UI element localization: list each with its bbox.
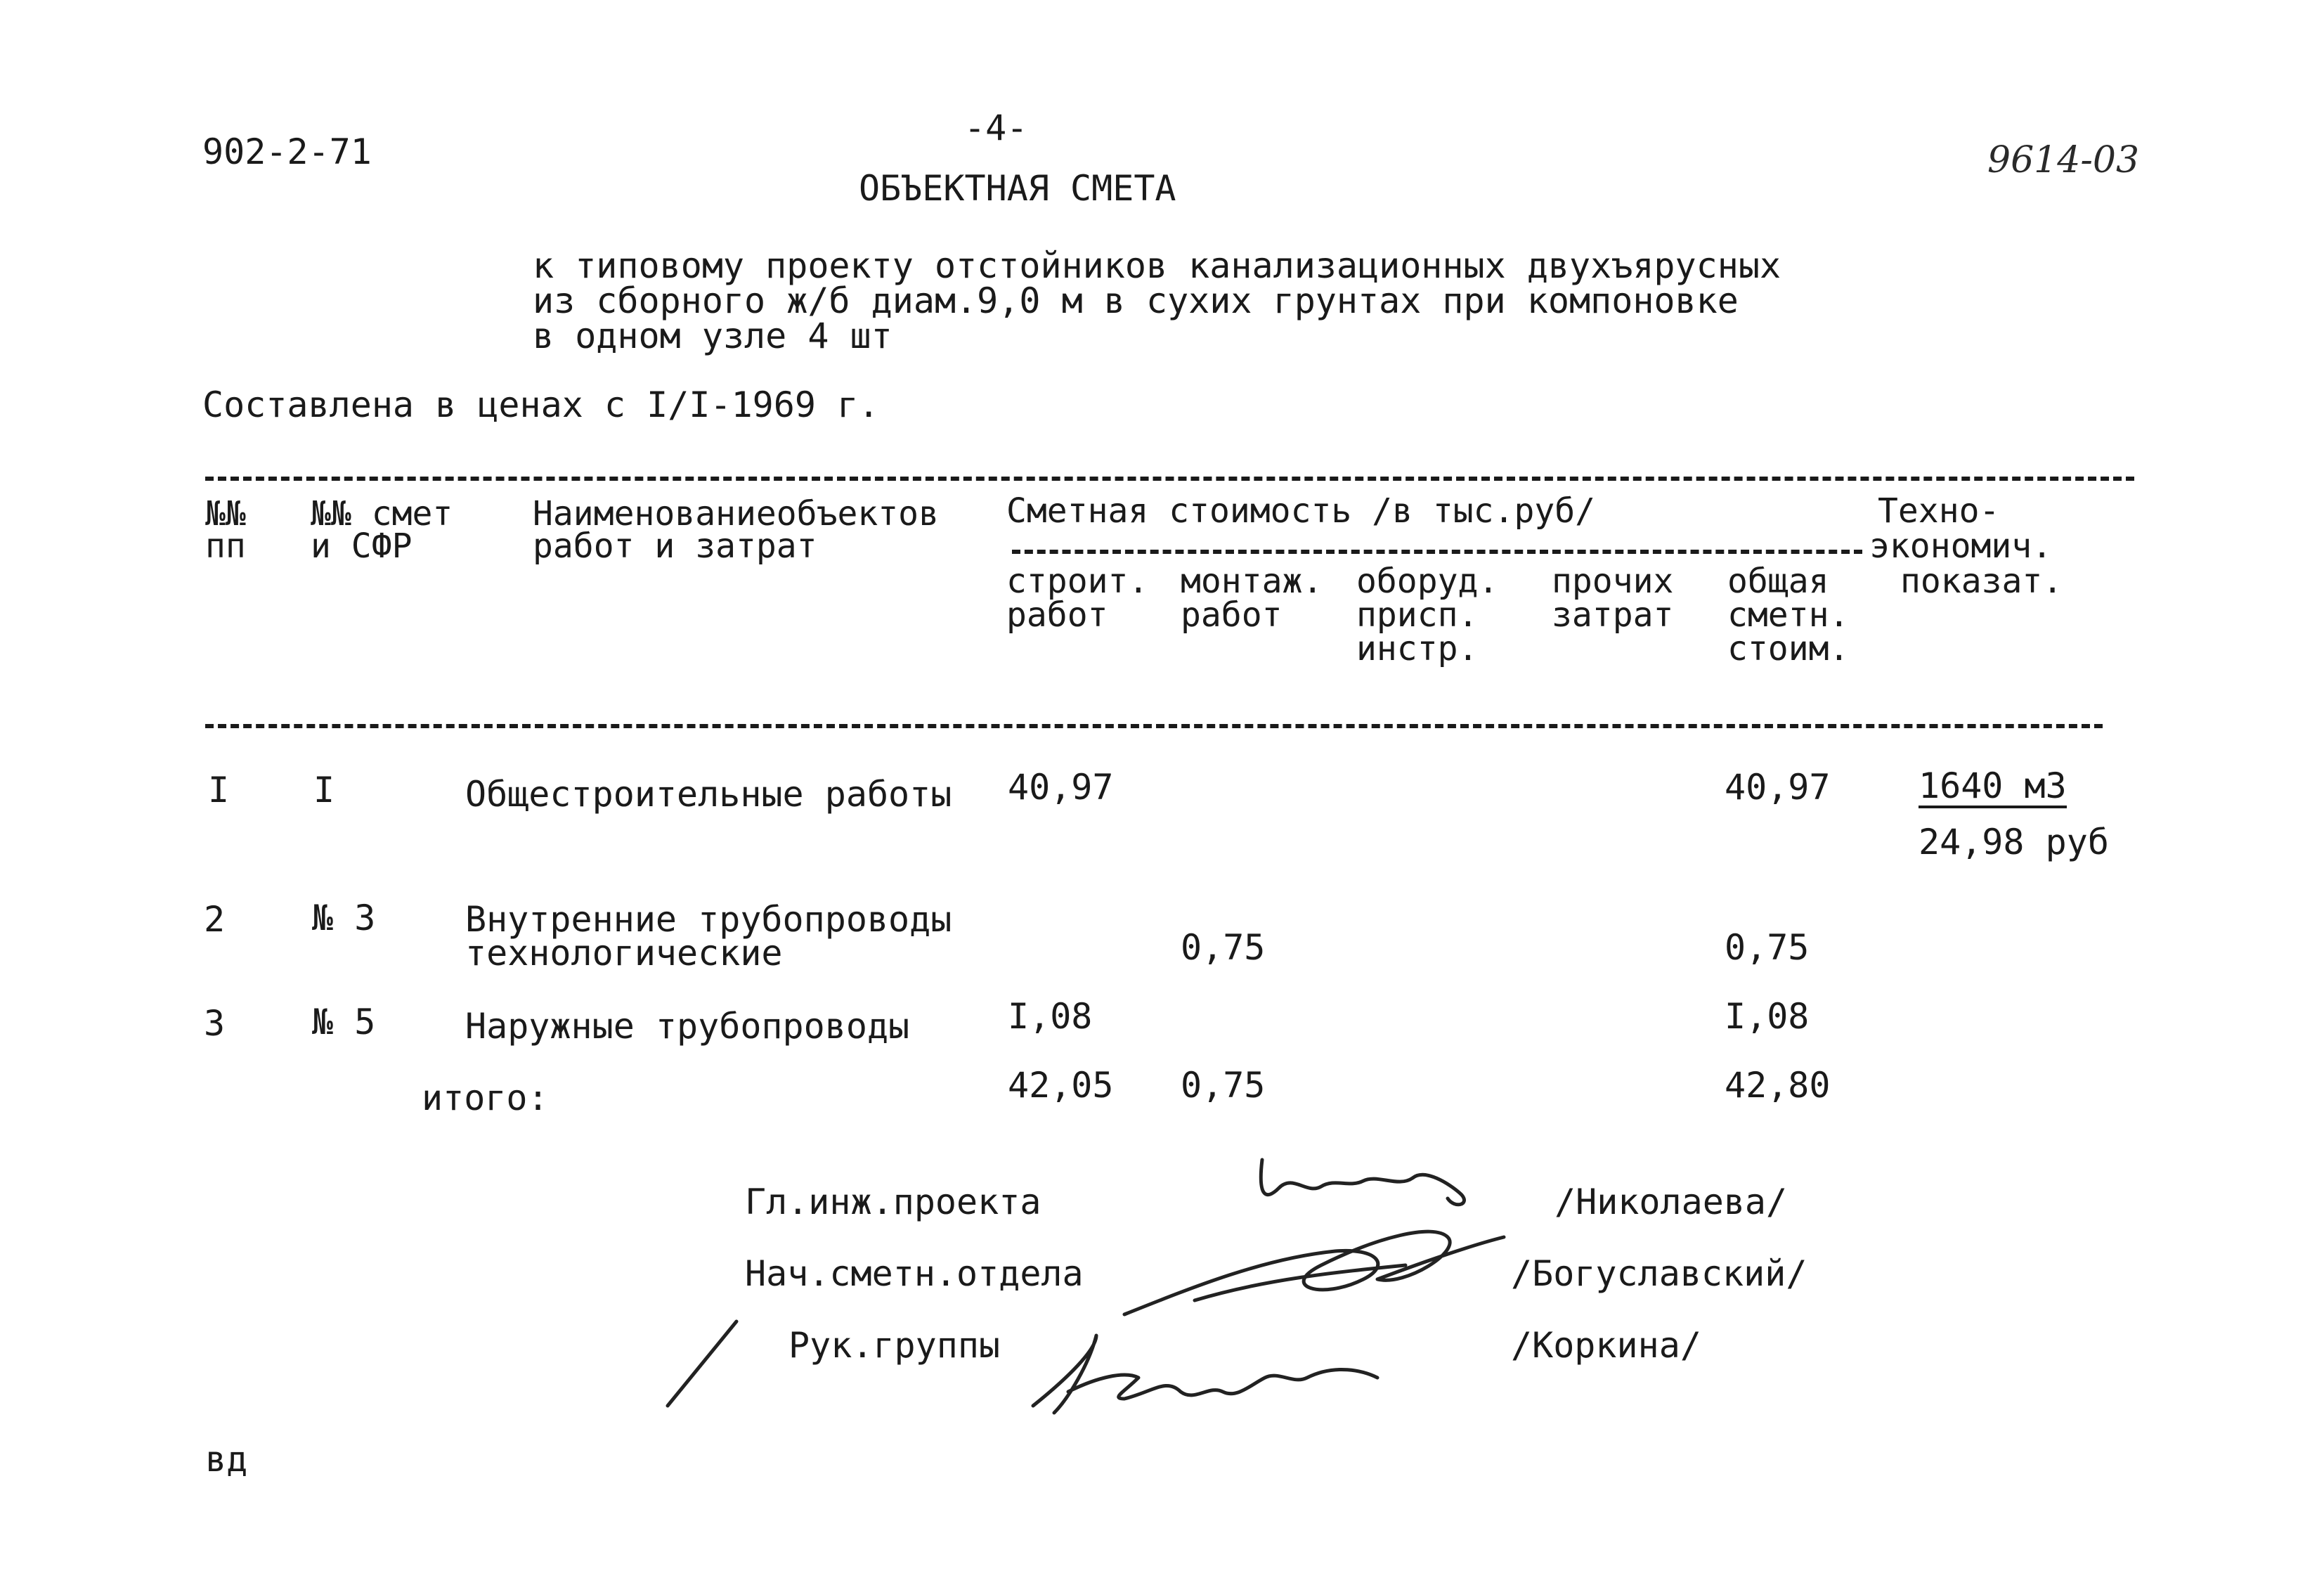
row-estimate: № 3 — [312, 898, 376, 938]
header-tech: показат. — [1900, 562, 2063, 601]
row-construction: 40,97 — [1008, 767, 1114, 808]
row-num: I — [208, 770, 230, 810]
subtitle-line: в одном узле 4 шт — [533, 316, 892, 356]
totals-label: итого: — [422, 1078, 549, 1118]
row-estimate: № 5 — [312, 1002, 376, 1042]
row-num: 2 — [204, 899, 226, 940]
header-name: работ и затрат — [533, 526, 817, 566]
subtitle-line: к типовому проекту отстойников канализационных двухъярусных — [533, 245, 1781, 286]
header-tech: Техно- — [1878, 491, 2000, 531]
archive-number: 9614-03 — [1987, 139, 2140, 181]
header-equipment: инстр. — [1356, 629, 1479, 668]
header-installation: работ — [1181, 595, 1283, 635]
row-tech-top: 1640 м3 — [1919, 768, 2067, 808]
header-num: пп — [205, 526, 246, 566]
row-construction: I,08 — [1008, 996, 1093, 1037]
signature-role: Гл.инж.проекта — [745, 1182, 1041, 1222]
totals-construction: 42,05 — [1008, 1065, 1114, 1106]
totals-installation: 0,75 — [1181, 1065, 1266, 1106]
header-other: затрат — [1552, 595, 1674, 635]
row-name: технологические — [465, 933, 783, 974]
signature-role: Нач.сметн.отдела — [745, 1253, 1084, 1294]
header-cost-group: Сметная стоимость /в тыс.руб/ — [1006, 491, 1596, 531]
signature-name: /Николаева/ — [1554, 1182, 1788, 1222]
header-equipment: оборуд. — [1356, 562, 1499, 601]
signature-name: /Богуславский/ — [1511, 1253, 1807, 1294]
document-code: 902-2-71 — [202, 131, 372, 172]
header-tech: экономич. — [1869, 526, 2053, 566]
header-installation: монтаж. — [1181, 562, 1323, 601]
prices-note: Составлена в ценах с I/I-1969 г. — [202, 384, 880, 425]
signature-name: /Коркина/ — [1511, 1325, 1701, 1366]
signature-role: Рук.группы — [788, 1325, 1001, 1366]
row-name: Внутренние трубопроводы — [465, 899, 952, 940]
row-estimate: I — [313, 770, 335, 810]
page-number: -4- — [964, 108, 1028, 148]
row-num: 3 — [204, 1003, 226, 1044]
header-estimate: №№ смет — [311, 494, 453, 533]
header-other: прочих — [1552, 562, 1674, 601]
header-construction: работ — [1006, 595, 1108, 635]
totals-total: 42,80 — [1725, 1065, 1831, 1106]
document-title: ОБЪЕКТНАЯ СМЕТА — [859, 168, 1176, 209]
header-total: стоим. — [1727, 629, 1850, 668]
header-estimate: и СФР — [311, 526, 413, 566]
row-name: Наружные трубопроводы — [465, 1006, 910, 1047]
row-tech-bottom: 24,98 руб — [1919, 822, 2109, 862]
footer-mark: вд — [205, 1439, 248, 1480]
header-total: общая — [1727, 562, 1829, 601]
header-equipment: присп. — [1356, 595, 1479, 635]
header-num: №№ — [205, 494, 246, 533]
subtitle-line: из сборного ж/б диам.9,0 м в сухих грунтах при компоновке — [533, 280, 1739, 321]
row-total: 40,97 — [1725, 767, 1831, 808]
row-installation: 0,75 — [1181, 927, 1266, 968]
header-name: Наименованиеобъектов — [533, 494, 939, 533]
row-total: 0,75 — [1725, 927, 1810, 968]
header-total: сметн. — [1727, 595, 1850, 635]
header-construction: строит. — [1006, 562, 1149, 601]
row-name: Общестроительные работы — [465, 774, 952, 815]
row-total: I,08 — [1725, 996, 1810, 1037]
